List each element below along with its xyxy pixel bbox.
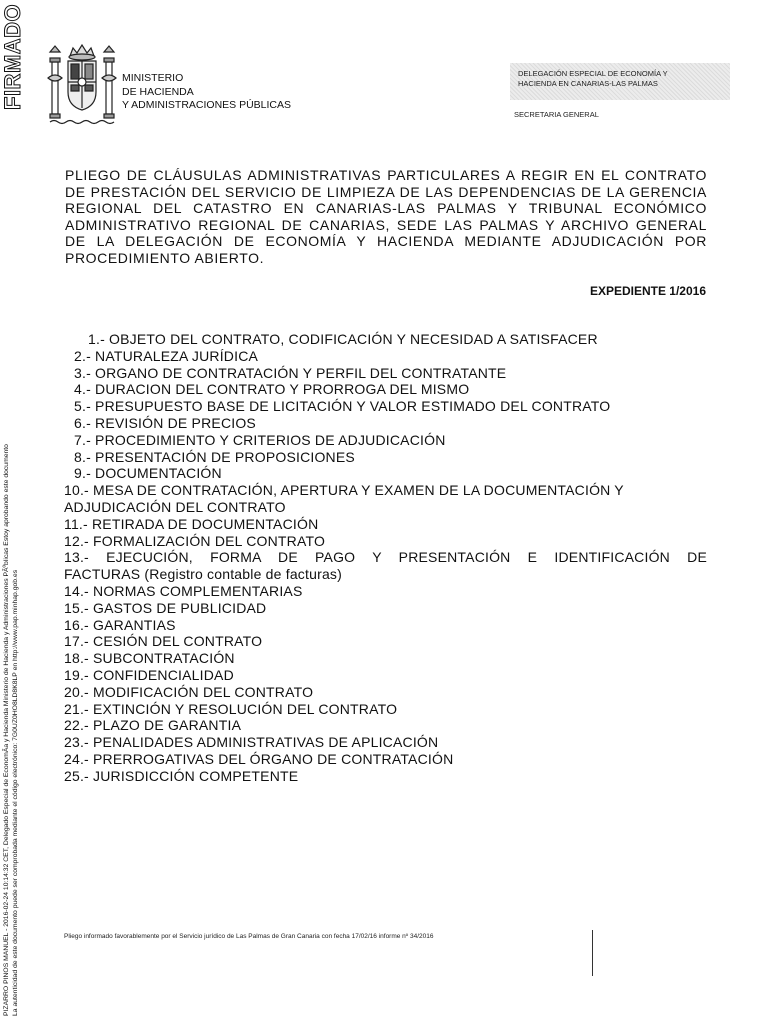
ministry-line-2: DE HACIENDA [122,85,194,98]
toc-item: 3.- ORGANO DE CONTRATACIÓN Y PERFIL DEL CONTRATANTE [74,364,507,381]
toc-item: 12.- FORMALIZACIÓN DEL CONTRATO [64,532,326,549]
toc-item: 5.- PRESUPUESTO BASE DE LICITACIÓN Y VALOR ESTIMADO DEL CONTRATO [74,398,611,415]
signature-stamp [0,0,30,1024]
delegation-line-2: HACIENDA EN CANARIAS-LAS PALMAS [518,79,658,88]
delegation-box [510,63,730,100]
toc-item: 17.- CESIÓN DEL CONTRATO [64,633,263,650]
toc-item-continuation: FACTURAS (Registro contable de facturas) [64,566,342,583]
toc-item: 2.- NATURALEZA JURÍDICA [74,347,259,364]
signature-line-2: La autenticidad de este documento puede ser comprobada mediante el código electrónico: 7G0UZ0HO8LD8K8LP en http://www.pap.minhap.gob.es [12,569,19,1016]
toc-item: 20.- MODIFICACIÓN DEL CONTRATO [64,683,314,700]
toc-item: 1.- OBJETO DEL CONTRATO, CODIFICACIÓN Y NECESIDAD A SATISFACER [88,331,598,347]
secretaria-label: SECRETARIA GENERAL [514,110,599,119]
ministry-line-3: Y ADMINISTRACIONES PÚBLICAS [122,99,292,111]
toc-item: 22.- PLAZO DE GARANTIA [64,717,242,734]
footer-divider [592,930,593,976]
toc-item: 15.- GASTOS DE PUBLICIDAD [64,599,267,616]
toc-item-continuation: ADJUDICACIÓN DEL CONTRATO [64,498,286,515]
ministry-line-1: MINISTERIO [122,72,184,84]
document-title: PLIEGO DE CLÁUSULAS ADMINISTRATIVAS PARTICULARES A REGIR EN EL CONTRATO DE PRESTACIÓN DEL SERVICIO DE LIMPIEZA DE LAS DEPENDENCIAS DE LA GERENCIA REGIONAL DEL CATASTRO EN CANARIAS-LAS PALMAS Y TRIBUNAL ECONÓMICO ADMINISTRATIVO REGIONAL DE CANARIAS, SEDE LAS PALMAS Y ARCHIVO GENERAL DE LA DELEGACIÓN DE ECONOMÍA Y HACIENDA MEDIANTE ADJUDICACIÓN POR PROCEDIMIENTO ABIERTO. [65,167,707,266]
toc-item: 11.- RETIRADA DE DOCUMENTACIÓN [64,515,319,532]
toc-item: 6.- REVISIÓN DE PRECIOS [74,414,256,431]
toc-item: 16.- GARANTIAS [64,616,176,633]
ministry-name [122,72,291,113]
toc-item: 7.- PROCEDIMIENTO Y CRITERIOS DE ADJUDICACIÓN [74,431,446,448]
toc-item: 23.- PENALIDADES ADMINISTRATIVAS DE APLICACIÓN [64,734,439,751]
toc-item: 4.- DURACION DEL CONTRATO Y PRORROGA DEL MISMO [74,381,470,398]
toc-item: 9.- DOCUMENTACIÓN [74,465,222,482]
toc-item: 25.- JURISDICCIÓN COMPETENTE [64,767,299,784]
toc-item: 14.- NORMAS COMPLEMENTARIAS [64,582,303,599]
toc-item: 24.- PRERROGATIVAS DEL ÓRGANO DE CONTRATACIÓN [64,750,454,767]
delegation-line-1: DELEGACIÓN ESPECIAL DE ECONOMÍA Y [518,69,668,78]
toc-item: 21.- EXTINCIÓN Y RESOLUCIÓN DEL CONTRATO [64,700,398,717]
expediente-number: EXPEDIENTE 1/2016 [589,284,706,298]
firmado-label: FIRMADO [0,3,25,110]
signature-line-1: PIZARRO PINOS MANUEL - 2016-02-24 10:14:32 CET, Delegado Especial de EconomÃa y Hacienda Ministerio de Hacienda y Administraciones PÃºblicas Estoy aprobando este documento [3,444,10,1016]
toc-item: 8.- PRESENTACIÓN DE PROPOSICIONES [74,448,355,465]
toc-item: 18.- SUBCONTRATACIÓN [64,650,235,667]
coat-of-arms-icon [46,42,118,128]
toc-item: 19.- CONFIDENCIALIDAD [64,666,234,683]
toc-item: 10.- MESA DE CONTRATACIÓN, APERTURA Y EXAMEN DE LA DOCUMENTACIÓN Y [64,482,624,499]
toc-item: 13.- EJECUCIÓN, FORMA DE PAGO Y PRESENTACIÓN E IDENTIFICACIÓN DE [64,549,707,566]
footer-note: Pliego informado favorablemente por el Servicio jurídico de Las Palmas de Gran Canaria con fecha 17/02/16 informe nº 34/2016 [64,933,434,940]
table-of-contents [64,331,707,785]
